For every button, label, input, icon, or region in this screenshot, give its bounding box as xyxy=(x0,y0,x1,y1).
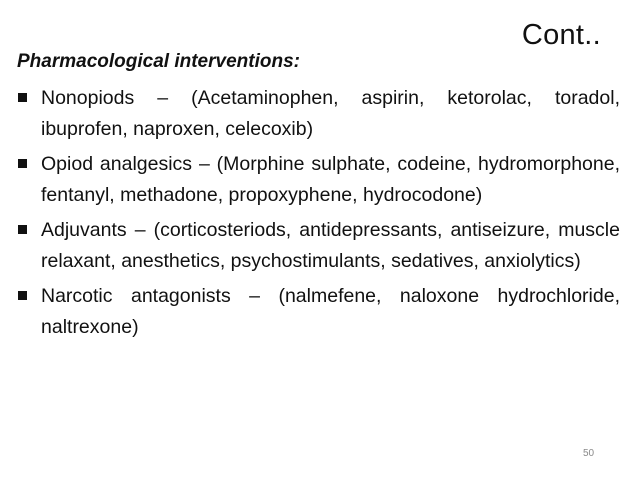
section-subheading: Pharmacological interventions: xyxy=(17,51,300,72)
square-bullet-icon xyxy=(18,291,27,300)
bullet-text: Nonopiods – (Acetaminophen, aspirin, ketorolac, toradol, ibuprofen, naproxen, celecoxib) xyxy=(41,87,620,140)
bullet-item-opioid-analgesics xyxy=(17,149,620,211)
slide-title: Cont.. xyxy=(521,19,601,51)
bullet-text: Narcotic antagonists – (nalmefene, naloxone hydrochloride, naltrexone) xyxy=(41,285,620,338)
square-bullet-icon xyxy=(18,225,27,234)
bullet-item-adjuvants xyxy=(17,215,620,277)
square-bullet-icon xyxy=(18,159,27,168)
page-number: 50 xyxy=(583,448,595,459)
bullet-list xyxy=(17,83,620,347)
bullet-item-narcotic-antagonists xyxy=(17,281,620,343)
bullet-item-nonopioids xyxy=(17,83,620,145)
bullet-text: Adjuvants – (corticosteriods, antidepressants, antiseizure, muscle relaxant, anesthetics, psychostimulants, sedatives, anxiolytics) xyxy=(41,219,620,272)
square-bullet-icon xyxy=(18,93,27,102)
bullet-text: Opiod analgesics – (Morphine sulphate, codeine, hydromorphone, fentanyl, methadone, propoxyphene, hydrocodone) xyxy=(41,153,620,206)
